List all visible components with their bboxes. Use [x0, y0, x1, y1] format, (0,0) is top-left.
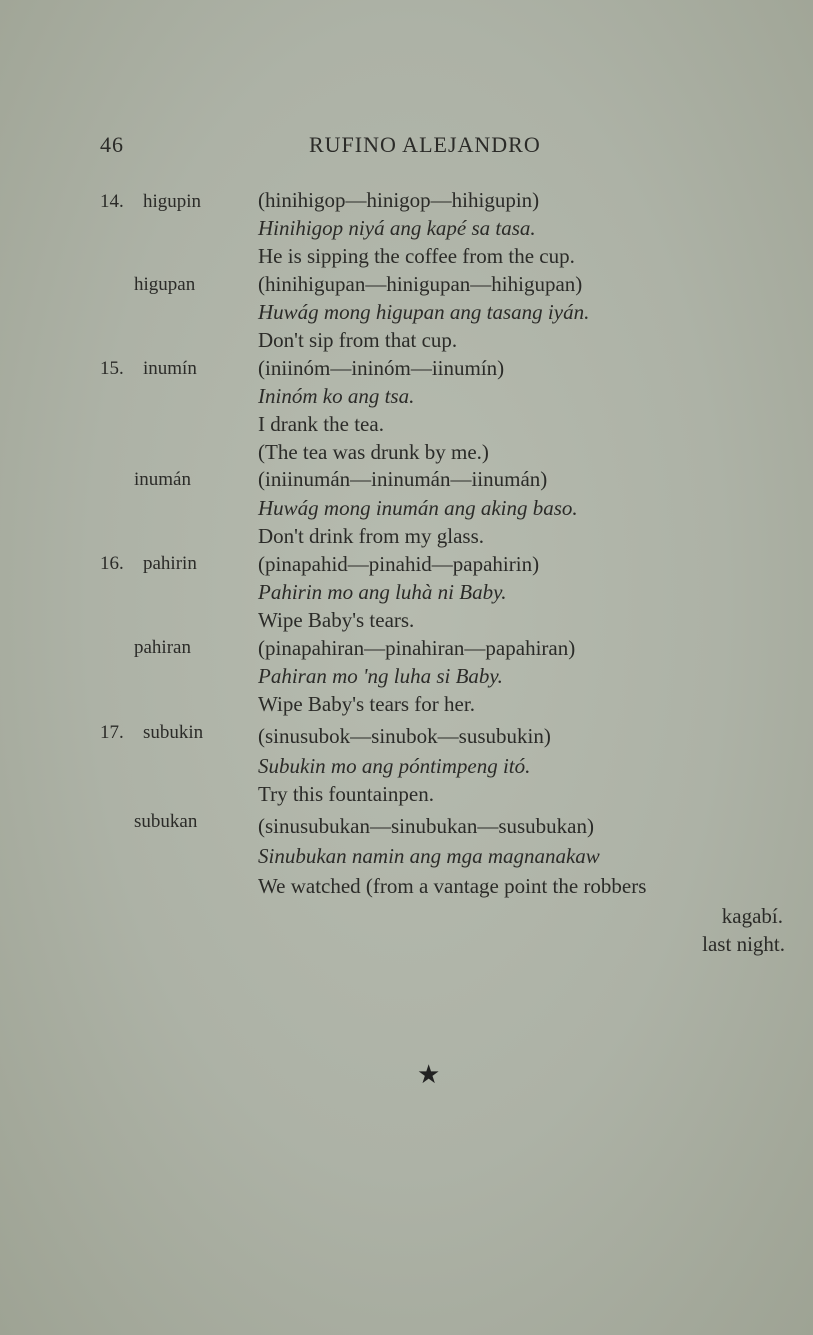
entry-alt-word: higupan: [134, 274, 196, 295]
entry-number: 15.: [100, 358, 124, 379]
entry-alt-example: Pahiran mo 'ng luha si Baby.: [258, 664, 503, 688]
entry-number: 14.: [100, 191, 124, 212]
entry-translation-2: (The tea was drunk by me.): [258, 440, 489, 464]
entry-alt-word: subukan: [134, 811, 198, 832]
entry-alt-forms: (iniinumán—ininumán—iinumán): [258, 467, 548, 491]
entry-word: subukin: [143, 722, 204, 743]
entry-translation: I drank the tea.: [258, 412, 384, 436]
entry-alt-translation: Don't sip from that cup.: [258, 328, 458, 352]
entry-forms: (iniinóm—ininóm—iinumín): [258, 356, 505, 380]
entry-alt-example-end: kagabí.: [721, 904, 783, 928]
entry-alt-translation: Wipe Baby's tears for her.: [258, 692, 475, 716]
entry-translation: Wipe Baby's tears.: [258, 608, 415, 632]
page-header: [0, 132, 813, 162]
entry-alt-forms: (hinihigupan—hinigupan—hihigupan): [258, 272, 583, 296]
star-ornament-icon: ★: [417, 1060, 441, 1090]
entry-example: Pahirin mo ang luhà ni Baby.: [258, 580, 507, 604]
entry-forms: (hinihigop—hinigop—hihigupin): [258, 188, 540, 212]
entry-number: 17.: [100, 722, 124, 743]
entry-number: 16.: [100, 553, 124, 574]
entry-forms: (pinapahid—pinahid—papahirin): [258, 552, 540, 576]
entry-translation: Try this fountainpen.: [258, 782, 434, 806]
entry-translation: He is sipping the coffee from the cup.: [258, 244, 575, 268]
entry-example: Subukin mo ang póntimpeng itó.: [258, 754, 531, 778]
entry-word: inumín: [143, 358, 197, 379]
running-head: RUFINO ALEJANDRO: [309, 132, 541, 157]
entry-alt-translation: Don't drink from my glass.: [258, 524, 485, 548]
entry-alt-example: Huwág mong higupan ang tasang iyán.: [258, 300, 590, 324]
entry-forms: (sinusubok—sinubok—susubukin): [258, 724, 551, 748]
entry-alt-example: Huwág mong inumán ang aking baso.: [258, 496, 578, 520]
entry-alt-translation: We watched (from a vantage point the robbers: [258, 874, 647, 898]
entry-alt-forms: (pinapahiran—pinahiran—papahiran): [258, 636, 576, 660]
entry-alt-word: pahiran: [134, 637, 191, 658]
entry-word: pahirin: [143, 553, 197, 574]
entry-example: Hinihigop niyá ang kapé sa tasa.: [258, 216, 536, 240]
entry-alt-forms: (sinusubukan—sinubukan—susubukan): [258, 814, 594, 838]
entry-alt-translation-end: last night.: [702, 932, 785, 956]
page-number: 46: [100, 132, 124, 157]
entry-example: Ininóm ko ang tsa.: [258, 384, 415, 408]
entry-word: higupin: [143, 191, 202, 212]
entry-alt-example: Sinubukan namin ang mga magnanakaw: [258, 844, 600, 868]
entry-alt-word: inumán: [134, 469, 191, 490]
